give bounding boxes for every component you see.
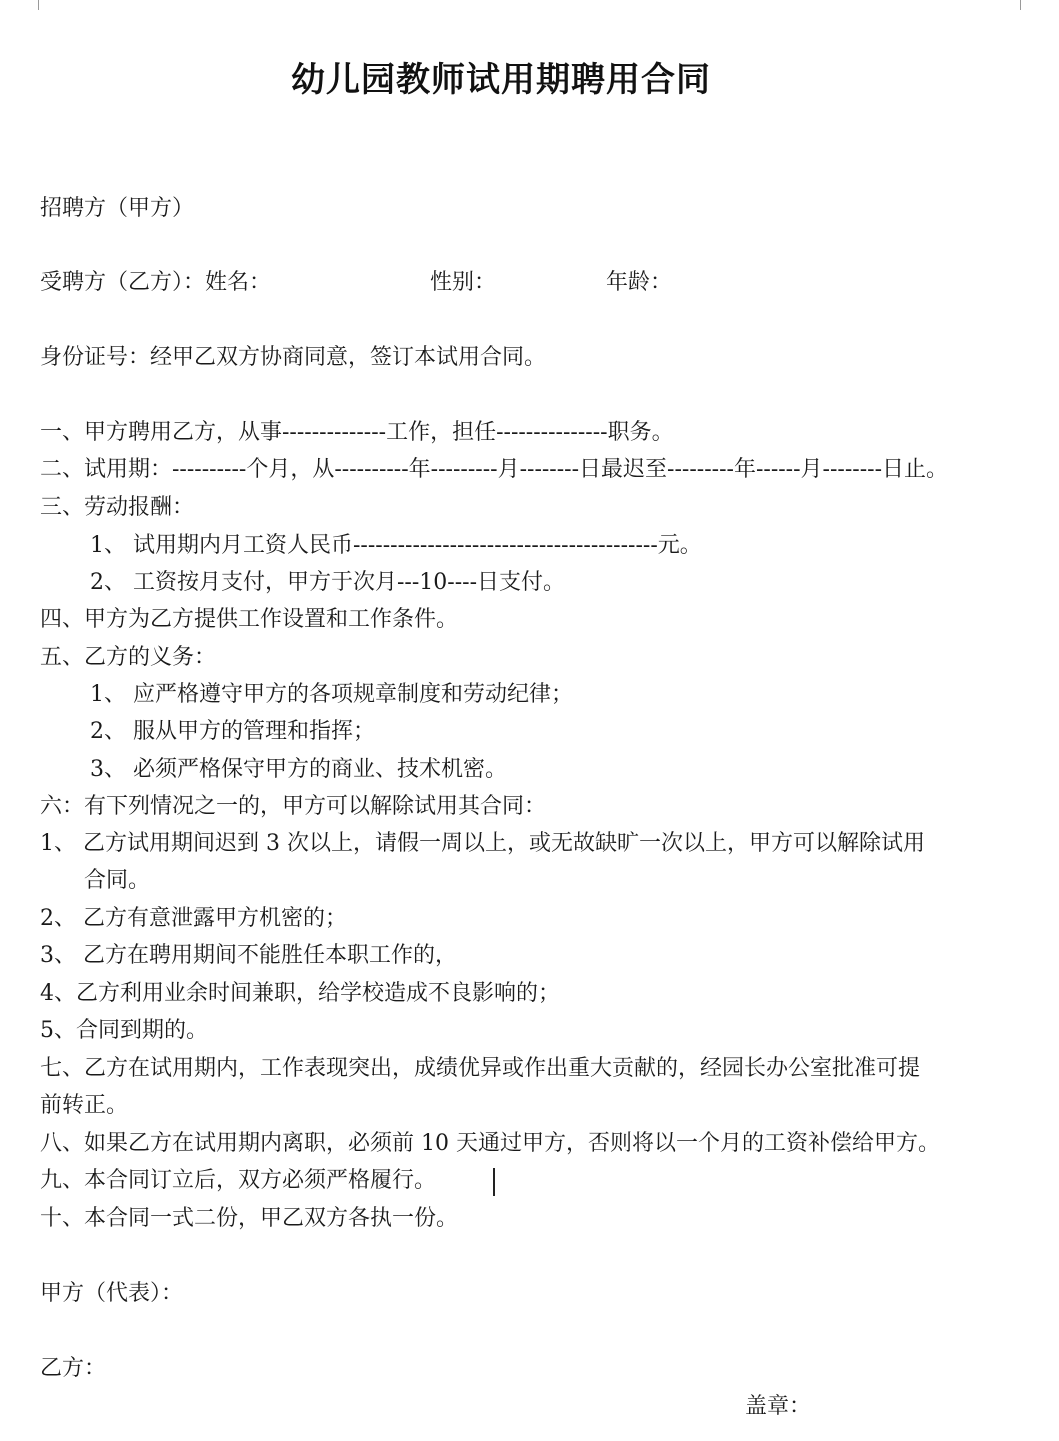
clause-5: 五、乙方的义务： (40, 645, 217, 670)
clause-6-item-5: 5、合同到期的。 (40, 1018, 208, 1043)
id-number-line: 身份证号：经甲乙双方协商同意，签订本试用合同。 (40, 345, 547, 370)
page-corner-mark-right (1020, 0, 1031, 10)
clause-6-item-2: 2、 乙方有意泄露甲方机密的； (40, 906, 347, 931)
clause-10: 十、本合同一式二份，甲乙双方各执一份。 (40, 1206, 459, 1231)
party-b-gender-label: 性别： (430, 270, 497, 295)
clause-3-item-2: 2、 工资按月支付，甲方于次月---10----日支付。 (90, 570, 566, 595)
clause-7: 七、乙方在试用期内，工作表现突出，成绩优异或作出重大贡献的，经园长办公室批准可提 (40, 1056, 921, 1081)
document-title: 幼儿园教师试用期聘用合同 (291, 60, 711, 100)
party-b-age-label: 年龄： (606, 270, 673, 295)
clause-3-item-1: 1、 试用期内月工资人民币-----------------------------------------元。 (90, 533, 702, 558)
clause-1: 一、甲方聘用乙方，从事--------------工作，担任---------------职务。 (40, 420, 674, 445)
clause-6-item-3: 3、 乙方在聘用期间不能胜任本职工作的， (40, 943, 457, 968)
clause-4: 四、甲方为乙方提供工作设置和工作条件。 (40, 607, 459, 632)
page-corner-mark-left (28, 0, 39, 10)
seal-label: 盖章： (745, 1394, 812, 1419)
party-b-name-label: 受聘方（乙方）：姓名： (40, 270, 272, 295)
clause-9: 九、本合同订立后，双方必须严格履行。 (40, 1168, 437, 1193)
clause-5-item-3: 3、 必须严格保守甲方的商业、技术机密。 (90, 757, 507, 782)
text-cursor (493, 1168, 495, 1196)
clause-2: 二、试用期：----------个月，从----------年---------月--------日最迟至---------年------月--------日止。 (40, 457, 949, 482)
signature-party-a: 甲方（代表）： (40, 1281, 184, 1306)
clause-5-item-2: 2、 服从甲方的管理和指挥； (90, 719, 375, 744)
clause-7-continued: 前转正。 (40, 1093, 129, 1118)
clause-5-item-1: 1、 应严格遵守甲方的各项规章制度和劳动纪律； (90, 682, 573, 707)
clause-6-item-1: 1、 乙方试用期间迟到 3 次以上，请假一周以上，或无故缺旷一次以上，甲方可以解除试用 (40, 831, 925, 856)
clause-6-item-1-continued: 合同。 (84, 868, 151, 893)
clause-6: 六：有下列情况之一的，甲方可以解除试用其合同： (40, 794, 547, 819)
party-a-label: 招聘方（甲方） (40, 196, 195, 221)
clause-8: 八、如果乙方在试用期内离职，必须前 10 天通过甲方，否则将以一个月的工资补偿给甲方。 (40, 1131, 940, 1156)
signature-party-b: 乙方： (40, 1356, 107, 1381)
clause-6-item-4: 4、乙方利用业余时间兼职，给学校造成不良影响的； (40, 981, 560, 1006)
clause-3: 三、劳动报酬： (40, 495, 195, 520)
